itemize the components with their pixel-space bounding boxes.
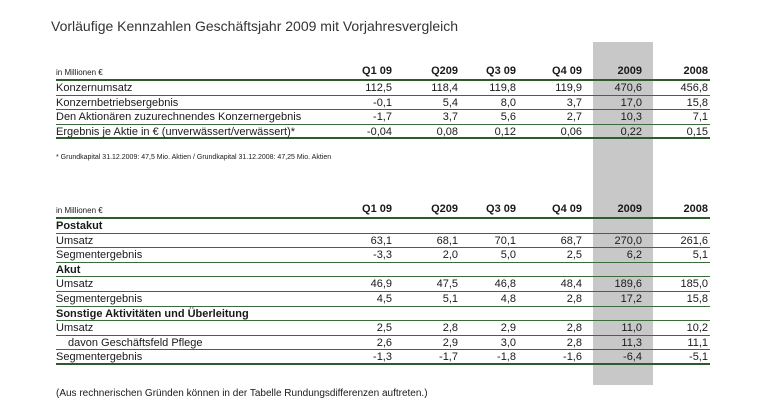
cell-value: 3,7 (566, 96, 582, 109)
table-row (56, 110, 710, 125)
cell-value: 70,1 (494, 234, 516, 247)
table-row (56, 350, 710, 365)
cell-value: 63,1 (370, 234, 392, 247)
cell-value: 185,0 (680, 278, 708, 291)
cell-value: 4,8 (500, 292, 516, 305)
segment-table (56, 196, 710, 365)
column-header: Q4 09 (552, 65, 582, 77)
column-header: Q3 09 (486, 65, 516, 77)
column-header: Q209 (431, 65, 458, 77)
cell-value: -1,6 (563, 351, 582, 364)
cell-value: 119,8 (489, 82, 516, 94)
cell-value: 0,22 (620, 125, 642, 138)
row-label: Den Aktionären zuzurechnendes Konzernergebnis (56, 111, 302, 124)
cell-value: 7,1 (692, 111, 708, 124)
cell-value: 2,5 (376, 322, 392, 335)
cell-value: 0,06 (560, 125, 582, 138)
cell-value: 47,5 (436, 278, 458, 291)
unit-label: in Millionen € (56, 68, 103, 77)
cell-value: 11,1 (687, 336, 708, 349)
cell-value: 17,0 (620, 96, 642, 109)
table-row (56, 321, 710, 336)
table-row (56, 125, 710, 140)
table-header (56, 58, 710, 81)
cell-value: 6,2 (626, 249, 642, 262)
page-title: Vorläufige Kennzahlen Geschäftsjahr 2009 mit Vorjahresvergleich (51, 18, 459, 34)
cell-value: 2,7 (566, 111, 582, 124)
row-label: Umsatz (56, 278, 94, 291)
column-header: 2009 (617, 203, 642, 215)
cell-value: 2,8 (442, 322, 458, 335)
table-row (56, 277, 710, 292)
section-label: Postakut (56, 220, 103, 232)
cell-value: -1,8 (497, 351, 516, 364)
cell-value: 2,8 (566, 336, 582, 349)
row-label: Konzernbetriebsergebnis (56, 96, 179, 109)
section-heading (56, 219, 710, 234)
table-row (56, 292, 710, 307)
cell-value: -1,7 (439, 351, 458, 364)
footnote: * Grundkapital 31.12.2009: 47,5 Mio. Aktien / Grundkapital 31.12.2008: 47,25 Mio. Aktien (56, 154, 332, 161)
column-header: Q3 09 (486, 203, 516, 215)
cell-value: 11,3 (621, 336, 642, 349)
cell-value: 68,7 (560, 234, 582, 247)
cell-value: 2,8 (566, 292, 582, 305)
cell-value: -5,1 (689, 351, 708, 364)
cell-value: 470,6 (614, 82, 642, 94)
section-heading (56, 307, 710, 322)
cell-value: 118,4 (431, 82, 458, 94)
table-row (56, 96, 710, 111)
section-heading (56, 263, 710, 278)
cell-value: 68,1 (436, 234, 458, 247)
column-header: 2009 (617, 65, 642, 77)
cell-value: 48,4 (560, 278, 582, 291)
row-label: davon Geschäftsfeld Pflege (68, 336, 203, 349)
column-header: Q4 09 (552, 203, 582, 215)
row-label: Konzernumsatz (56, 82, 133, 94)
cell-value: 261,6 (680, 234, 708, 247)
table-row (56, 336, 710, 351)
cell-value: 0,15 (686, 125, 708, 138)
row-label: Segmentergebnis (56, 292, 143, 305)
cell-value: 3,7 (442, 111, 458, 124)
cell-value: -1,3 (373, 351, 392, 364)
cell-value: 10,2 (686, 322, 708, 335)
cell-value: 5,4 (442, 96, 458, 109)
row-label: Segmentergebnis (56, 351, 143, 364)
cell-value: 8,0 (500, 96, 516, 109)
cell-value: -1,7 (373, 111, 392, 124)
cell-value: 11,0 (621, 322, 642, 335)
cell-value: 2,9 (442, 336, 458, 349)
cell-value: 119,9 (555, 82, 582, 94)
cell-value: 46,9 (370, 278, 392, 291)
cell-value: 2,0 (442, 249, 458, 262)
cell-value: 17,2 (620, 292, 642, 305)
section-label: Sonstige Aktivitäten und Überleitung (56, 307, 249, 320)
cell-value: -0,04 (366, 125, 392, 138)
cell-value: 5,0 (500, 249, 516, 262)
cell-value: 2,8 (566, 322, 582, 335)
table-row (56, 248, 710, 263)
unit-label: in Millionen € (56, 206, 103, 215)
cell-value: 46,8 (494, 278, 516, 291)
column-header: 2008 (683, 203, 708, 215)
row-label: Umsatz (56, 322, 94, 335)
cell-value: -6,4 (623, 351, 642, 364)
cell-value: 0,08 (436, 125, 458, 138)
column-header: Q1 09 (362, 203, 392, 215)
section-label: Akut (56, 263, 81, 276)
cell-value: 5,6 (500, 111, 516, 124)
row-label: Ergebnis je Aktie in € (unverwässert/verwässert)* (56, 125, 296, 138)
cell-value: 15,8 (686, 292, 708, 305)
cell-value: 0,12 (494, 125, 516, 138)
table-row (56, 234, 710, 249)
cell-value: 10,3 (620, 111, 642, 124)
cell-value: 15,8 (686, 96, 708, 109)
cell-value: 189,6 (614, 278, 642, 291)
column-header: 2008 (683, 65, 708, 77)
cell-value: -0,1 (373, 96, 392, 109)
rounding-note: (Aus rechnerischen Gründen können in der Tabelle Rundungsdifferenzen auftreten.) (56, 388, 428, 399)
cell-value: 4,5 (376, 292, 392, 305)
key-figures-table (56, 58, 710, 139)
column-header: Q209 (431, 203, 458, 215)
table-row (56, 81, 710, 96)
cell-value: 2,5 (566, 249, 582, 262)
cell-value: 2,6 (376, 336, 392, 349)
cell-value: 270,0 (614, 234, 642, 247)
cell-value: 3,0 (500, 336, 516, 349)
cell-value: 5,1 (692, 249, 708, 262)
cell-value: 112,5 (365, 82, 392, 94)
row-label: Segmentergebnis (56, 249, 143, 262)
row-label: Umsatz (56, 234, 94, 247)
cell-value: 456,8 (680, 82, 708, 94)
table-header (56, 196, 710, 219)
cell-value: 5,1 (442, 292, 458, 305)
cell-value: 2,9 (500, 322, 516, 335)
column-header: Q1 09 (362, 65, 392, 77)
cell-value: -3,3 (373, 249, 392, 262)
